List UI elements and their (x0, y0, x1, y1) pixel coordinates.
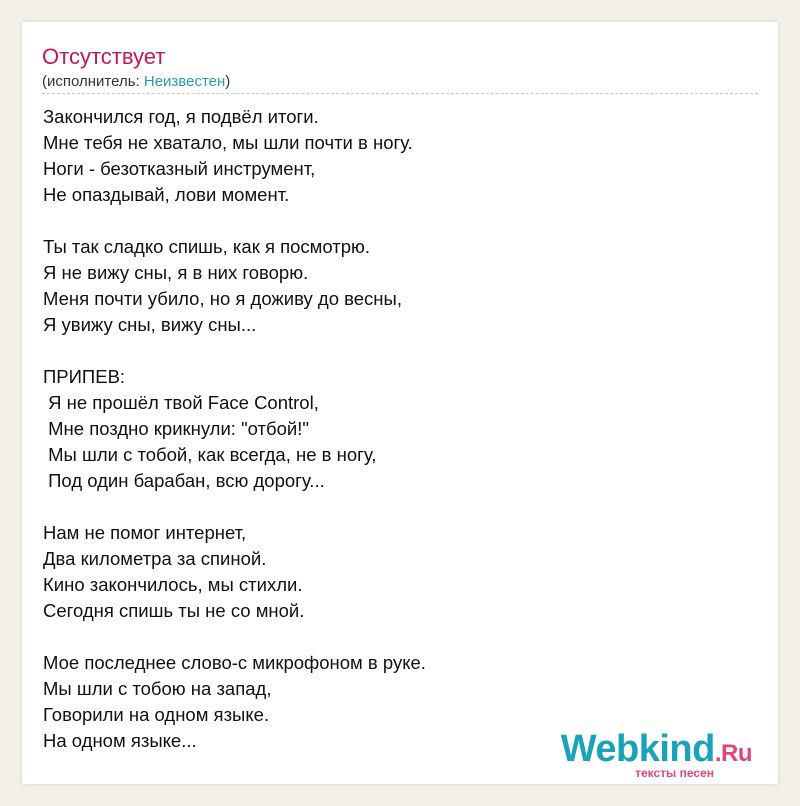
lyric-line: Говорили на одном языке. (43, 704, 270, 725)
artist-link[interactable]: Неизвестен (143, 73, 226, 90)
lyric-line: Кино закончилось, мы стихли. (43, 574, 303, 595)
lyric-line: Ноги - безотказный инструмент, (43, 158, 316, 179)
logo-tld: .Ru (714, 740, 752, 767)
stanza-break (43, 624, 426, 650)
lyric-line: Мне поздно крикнули: "отбой!" (43, 418, 309, 439)
lyrics-text (43, 104, 426, 754)
stanza-break (43, 494, 426, 520)
lyric-line: Я не прошёл твой Face Control, (43, 392, 319, 413)
byline-suffix: ) (225, 73, 231, 90)
lyric-line: Два километра за спиной. (43, 548, 267, 569)
lyric-line: Мы шли с тобою на запад, (43, 678, 272, 699)
stanza-break (43, 338, 426, 364)
lyric-line: Сегодня спишь ты не со мной. (43, 600, 305, 621)
lyric-line: Меня почти убило, но я доживу до весны, (43, 288, 402, 309)
lyric-line: Закончился год, я подвёл итоги. (43, 106, 319, 127)
divider (42, 93, 758, 94)
site-logo[interactable] (561, 729, 752, 780)
song-title: Отсутствует (42, 44, 166, 69)
lyric-line: На одном языке... (43, 730, 197, 751)
lyric-line: Мне тебя не хватало, мы шли почти в ногу. (43, 132, 413, 153)
logo-tagline: тексты песен (635, 766, 714, 780)
lyric-line: Мое последнее слово-с микрофоном в руке. (43, 652, 426, 673)
lyric-line: Не опаздывай, лови момент. (43, 184, 290, 205)
lyrics-card (22, 22, 778, 784)
lyric-line: Ты так сладко спишь, как я посмотрю. (43, 236, 371, 257)
logo-brand-name: Webkind (560, 728, 715, 770)
lyric-line: Нам не помог интернет, (43, 522, 247, 543)
stanza-break (43, 208, 426, 234)
lyric-line: Я увижу сны, вижу сны... (43, 314, 257, 335)
lyric-line: Мы шли с тобой, как всегда, не в ногу, (43, 444, 377, 465)
lyric-line: Я не вижу сны, я в них говорю. (43, 262, 309, 283)
artist-byline (42, 73, 230, 91)
lyric-line: Под один барабан, всю дорогу... (43, 470, 325, 491)
lyric-line: ПРИПЕВ: (43, 366, 126, 387)
byline-prefix: (исполнитель: (42, 73, 144, 90)
